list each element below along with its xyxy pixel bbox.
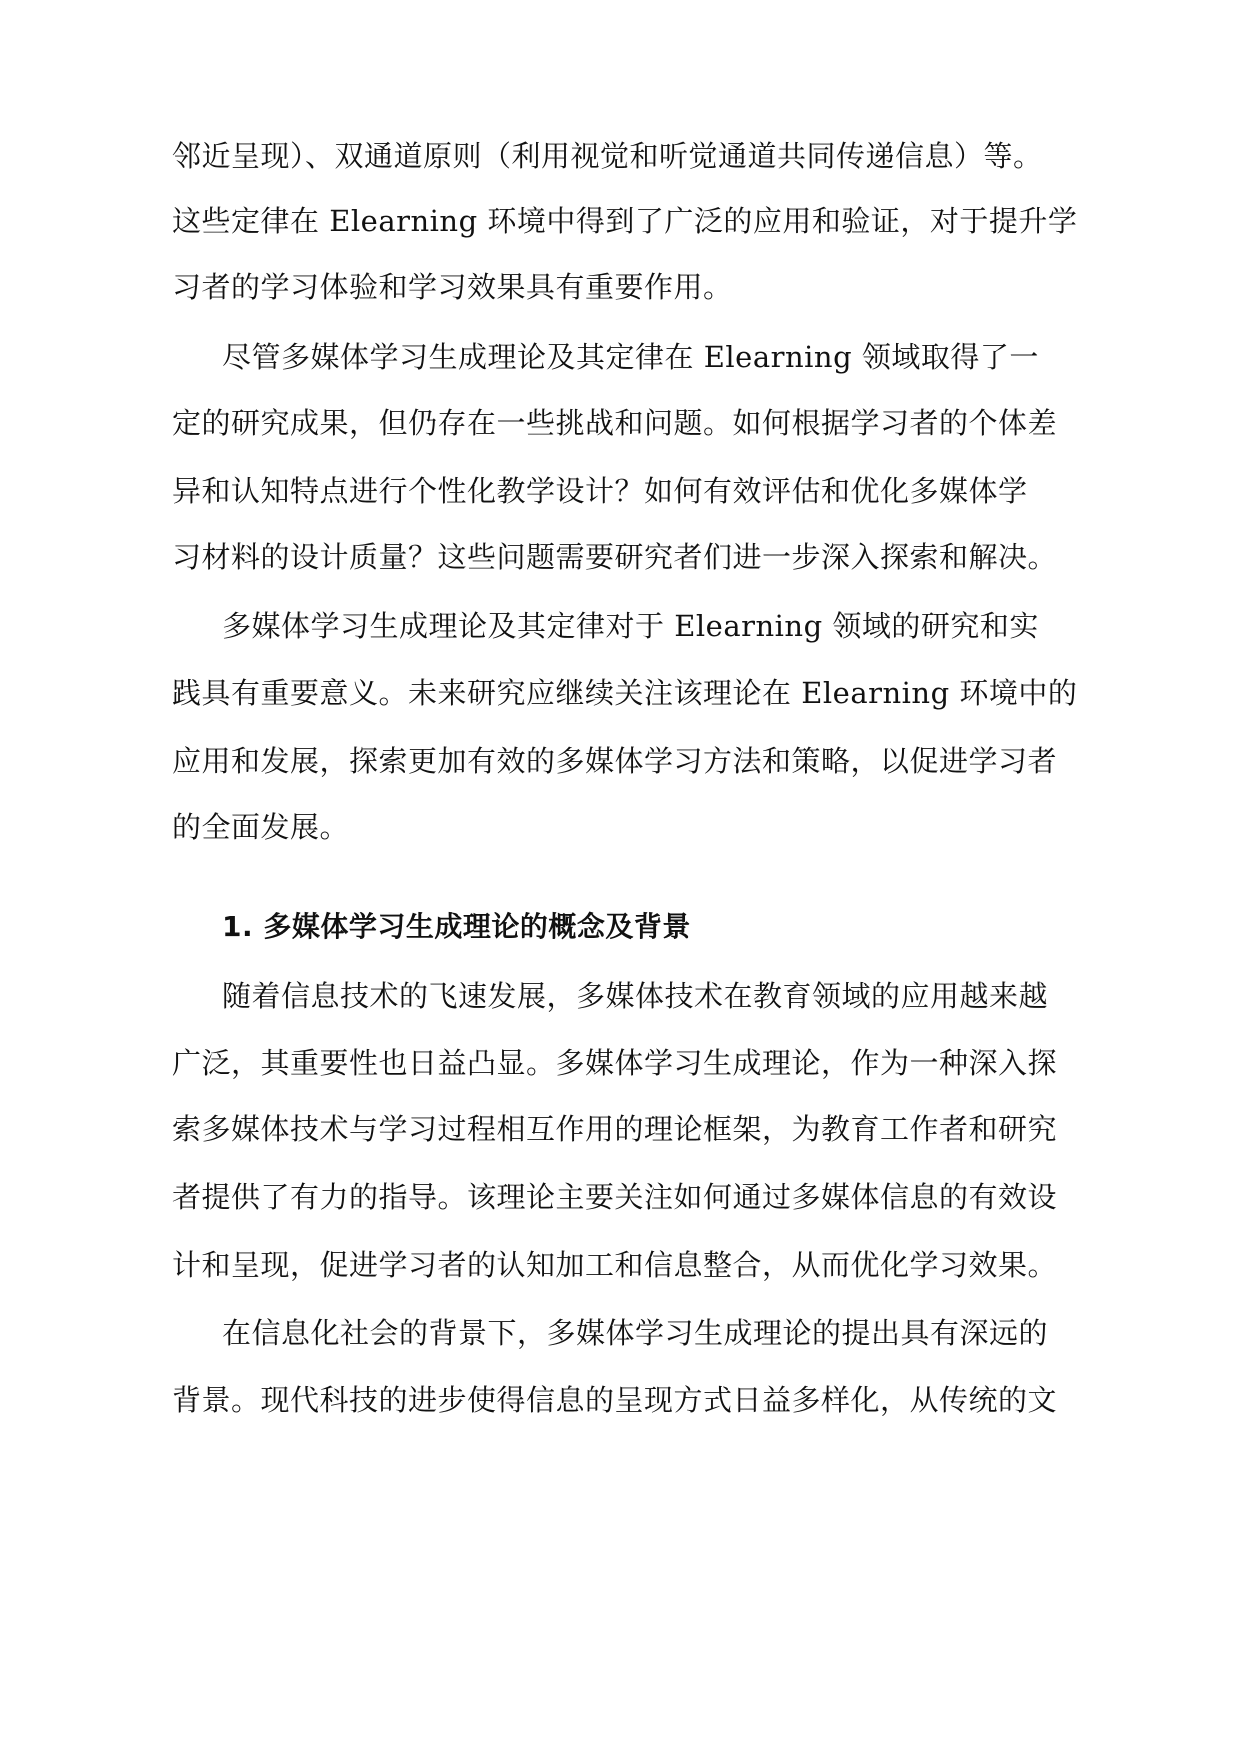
text-line: 索多媒体技术与学习过程相互作用的理论框架，为教育工作者和研究 <box>172 1112 1058 1146</box>
text-line: 异和认知特点进行个性化教学设计？如何有效评估和优化多媒体学 <box>172 474 1028 508</box>
text-line: 者提供了有力的指导。该理论主要关注如何通过多媒体信息的有效设 <box>172 1180 1058 1214</box>
text-line: 广泛，其重要性也日益凸显。多媒体学习生成理论，作为一种深入探 <box>172 1046 1058 1080</box>
text-line: 计和呈现，促进学习者的认知加工和信息整合，从而优化学习效果。 <box>172 1248 1058 1282</box>
text-line: 背景。现代科技的进步使得信息的呈现方式日益多样化，从传统的文 <box>172 1383 1058 1417</box>
text-line: 习者的学习体验和学习效果具有重要作用。 <box>172 270 733 304</box>
text-line: 邻近呈现）、双通道原则（利用视觉和听觉通道共同传递信息）等。 <box>172 139 1043 173</box>
text-line: 定的研究成果，但仍存在一些挑战和问题。如何根据学习者的个体差 <box>172 406 1058 440</box>
text-line: 尽管多媒体学习生成理论及其定律在 Elearning 领域取得了一 <box>222 340 1039 374</box>
text-line: 在信息化社会的背景下，多媒体学习生成理论的提出具有深远的 <box>222 1316 1049 1350</box>
text-line: 习材料的设计质量？这些问题需要研究者们进一步深入探索和解决。 <box>172 540 1058 574</box>
text-line: 践具有重要意义。未来研究应继续关注该理论在 Elearning 环境中的 <box>172 676 1078 710</box>
section-heading: 1. 多媒体学习生成理论的概念及背景 <box>222 910 691 943</box>
text-line: 多媒体学习生成理论及其定律对于 Elearning 领域的研究和实 <box>222 609 1039 643</box>
text-line: 随着信息技术的飞速发展，多媒体技术在教育领域的应用越来越 <box>222 979 1049 1013</box>
text-line: 的全面发展。 <box>172 810 350 844</box>
text-line: 这些定律在 Elearning 环境中得到了广泛的应用和验证，对于提升学 <box>172 204 1078 238</box>
text-line: 应用和发展，探索更加有效的多媒体学习方法和策略，以促进学习者 <box>172 744 1058 778</box>
